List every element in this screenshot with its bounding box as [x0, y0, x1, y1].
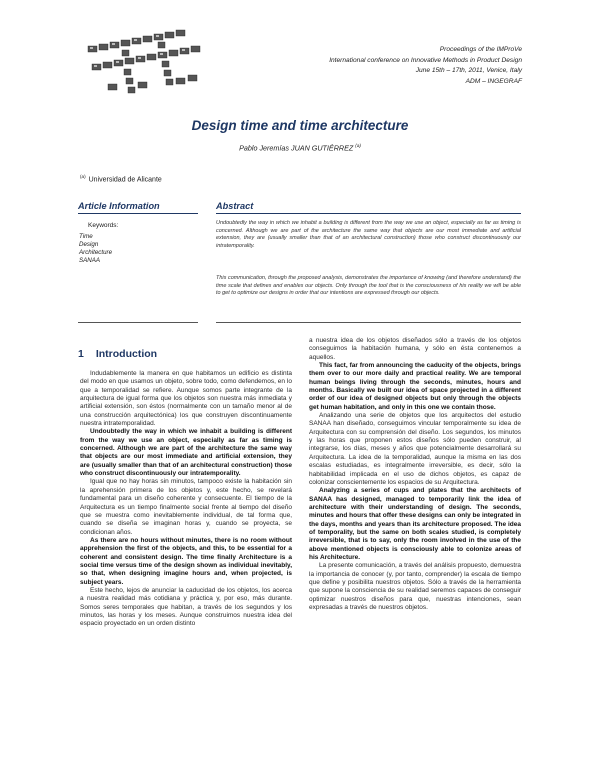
section-heading-introduction — [78, 348, 157, 360]
abstract-heading: Abstract — [216, 201, 521, 214]
article-info-divider — [78, 322, 198, 323]
body-paragraph: Indudablemente la manera en que habitamos un edificio es distinta del modo en que usamos un objeto, sobre todo, como defendemos, en lo que a temporalidad se refiere. Aunque somos parte integrante de la arquitectura de igual forma que los objetos son nuestra más inmediata y artificial extensión, son éstos (normalmente con un tamaño menor al de una construcción arquitectónica) los que construyen discontinuamente nuestra intratemporalidad. — [80, 370, 292, 428]
body-paragraph: Igual que no hay horas sin minutos, tampoco existe la habitación sin la aprehensión primera de los objetos y, este hecho, se revelará fundamental para un diseño coherente y consecuente. El tiempo de la Arquitectura es un tiempo finalmente social frente al tiempo del diseño que se muestra como inevitablemente individual, de tal forma que, cuando se diseña se imaginan horas y, cuando se proyecta, se condicionan años. — [80, 478, 292, 536]
proceedings-line1: Proceedings of the IMProVe — [439, 46, 522, 53]
keyword: SANAA — [79, 257, 100, 264]
proceedings-line4: ADM – INGEGRAF — [465, 77, 522, 85]
body-column-left — [80, 370, 292, 629]
affiliation — [80, 174, 162, 183]
proceedings-line2: International conference on Innovative Methods in Product Design — [329, 56, 522, 64]
body-paragraph: Analizando una serie de objetos que los arquitectos del estudio SANAA han diseñado, conseguimos vincular temporalmente su idea de Arquitectura con su comprensión del diseño. Los segundos, los minutos y las horas que proponen estos diseños sólo pueden construir, al integrarse, los días, meses y años que potencialmente desarrollará su Arquitectura. La idea de la temporalidad, aunque la misma en las dos escalas estudiadas, es integralmente irreversible, es decir, sólo la habitabilidad implicada en el uso de dichos objetos, es capaz de colonizar conscientemente los espacios de su Arquitectura. — [309, 412, 521, 486]
keywords-list — [79, 233, 112, 265]
author-line — [0, 143, 600, 152]
keyword: Time — [79, 233, 93, 240]
section-number: 1 — [78, 348, 84, 360]
proceedings-header — [222, 45, 522, 87]
keywords-label: Keywords: — [88, 222, 119, 229]
body-paragraph: Este hecho, lejos de anunciar la caducidad de los objetos, los acerca a nuestra realidad más cotidiana y práctica y, por eso, más durante. Somos seres temporales que habitan, a través de los segundos y los minutos, las horas y los meses. Aunque construimos nuestra idea del espacio proyectado en un orden distinto — [80, 586, 292, 628]
section-title: Introduction — [95, 348, 158, 360]
article-info-heading: Article Information — [78, 201, 198, 214]
body-paragraph: This fact, far from announcing the caducity of the objects, brings them over to our more daily and practical reality. We are temporal human beings living through the seconds, minutes, hours and months. Basically we built our idea of space projected in a different order of our idea of designed objects but only through the objects get human habitation, and only in this one we contain those. — [309, 362, 521, 411]
proceedings-line3: June 15th – 17th, 2011, Venice, Italy — [415, 67, 522, 75]
affiliation-sup: (a) — [80, 174, 86, 179]
body-column-right — [309, 337, 521, 612]
affiliation-name: Universidad de Alicante — [88, 176, 162, 184]
conference-logo — [78, 28, 218, 98]
abstract-paragraph-1: Undoubtedly the way in which we inhabit a building is different from the way we use an object, especially as far as timing is concerned. Although we are part of the architecture the same way that objects are our most immediate and artificial extension, they are (usually smaller than that of an architectural construction) those who construct discontinuously our intratemporality. — [216, 220, 521, 249]
body-paragraph: Undoubtedly the way in which we inhabit a building is different from the way we use an object, especially as far as timing is concerned. Although we are part of the architecture the same way that objects are our most immediate and artificial extension, they are (usually smaller than that of an architectural construction) those who construct discontinuously our intratemporality. — [80, 428, 292, 478]
abstract-paragraph-2: This communication, through the proposed analysis, demonstrates the importance of knowing (and therefore understand) the time scale that defines and enables our objects. Only through the tool that is the consciousness of his reality we will be able to get to optimize our designs in order that our intentions are expressed through our objects. — [216, 275, 521, 296]
body-paragraph: As there are no hours without minutes, there is no room without apprehension the first of the objects, and this, to be essential for a coherent and consistent design. The time finally Architecture is a social time versus time of the design shown as individual inevitably, so that, when designing imagine hours and, when projected, is subject years. — [80, 536, 292, 586]
author-sup: (a) — [355, 143, 361, 148]
body-paragraph: La presente comunicación, a través del análisis propuesto, demuestra la importancia de conocer (y, por tanto, comprender) la escala de tiempo que define y posibilita nuestros objetos. Sólo a través de la herramienta que supone la consciencia de su realidad seremos capaces de conseguir optimizar nuestros diseños para que, nuestras intenciones, sean expresadas a través de nuestros objetos. — [309, 562, 521, 611]
keyword: Design — [79, 241, 99, 248]
keyword: Architecture — [79, 249, 113, 256]
body-paragraph: Analyzing a series of cups and plates that the architects of SANAA has designed, managed to temporarily link the idea of architecture with their understanding of design. The seconds, minutes and hours that offer these designs can only be integrated in the days, months and years than its architecture proposed. The idea of temporality, but the same on both scales studied, is completely irreversible, that is to say, only the room involved in the use of the above mentioned objects is consciously able to colonize areas of his Architecture. — [309, 487, 521, 561]
abstract-divider — [216, 322, 521, 323]
body-paragraph: a nuestra idea de los objetos diseñados sólo a través de los objetos conseguimos la habitación humana, y sólo en ésta contenemos a aquellos. — [309, 337, 521, 361]
author-name: Pablo Jeremías JUAN GUTIÉRREZ — [239, 143, 354, 153]
paper-title: Design time and time architecture — [191, 118, 409, 133]
